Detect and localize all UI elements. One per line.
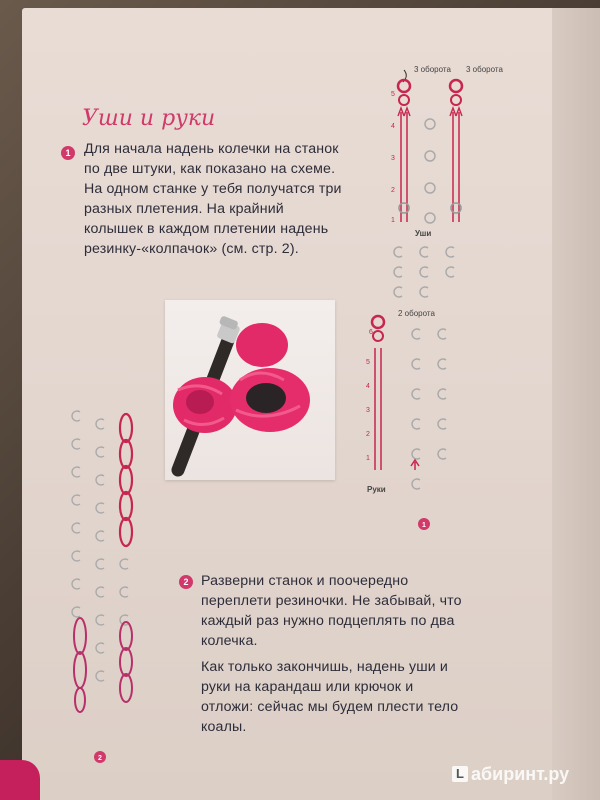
figure-1-number: 1 [422, 522, 426, 529]
section-title: Уши и руки [82, 106, 216, 131]
hands-loom-diagram [366, 309, 446, 530]
watermark [452, 764, 569, 785]
step-1-badge: 1 [61, 146, 75, 160]
finished-chains-diagram [72, 411, 132, 763]
ears-num-5: 5 [391, 91, 395, 98]
ears-label: Уши [415, 229, 432, 238]
hands-2-turns-label: 2 оборота [398, 309, 435, 318]
hands-num-4: 4 [366, 383, 370, 390]
hands-num-3: 3 [366, 407, 370, 414]
step-1-paragraph: Для начала надень колечки на станок по две штуки, как показано на схеме. На одном станке у тебя получатся три разных плетения. На крайний колышек в каждом плетении надень резинку-«колпачок» (см. стр. 2). [84, 141, 342, 257]
hands-num-1: 1 [366, 455, 370, 462]
step-2-badge: 2 [179, 575, 193, 589]
ears-3-turns-label-right: 3 оборота [466, 65, 503, 74]
empty-loom-pegs [394, 247, 454, 297]
ears-loom-diagram [391, 65, 503, 238]
hands-label: Руки [367, 485, 386, 494]
ears-num-4: 4 [391, 123, 395, 130]
figure-2-number: 2 [98, 755, 102, 762]
earmuff-illustration [173, 315, 310, 470]
ears-middle-column [425, 119, 435, 223]
step-2-paragraph-2: Как только закончишь, надень уши и руки на карандаш или крючок и отложи: сейчас мы будем плести тело коалы. [201, 659, 459, 735]
ears-3-turns-label-left: 3 оборота [414, 65, 451, 74]
watermark-text: абиринт.ру [471, 764, 570, 784]
ears-right-column [450, 65, 503, 222]
hands-num-2: 2 [366, 431, 370, 438]
hands-num-6: 6 [369, 329, 373, 336]
watermark-logo-icon: L [452, 766, 468, 782]
ears-num-2: 2 [391, 187, 395, 194]
step-2-paragraph-1: Разверни станок и поочередно переплети резиночки. Не забывай, что каждый раз нужно подцеплять по два колечка. [201, 573, 462, 649]
ears-left-column [391, 65, 451, 224]
hands-num-5: 5 [366, 359, 370, 366]
ears-num-1: 1 [391, 217, 395, 224]
ears-num-3: 3 [391, 155, 395, 162]
